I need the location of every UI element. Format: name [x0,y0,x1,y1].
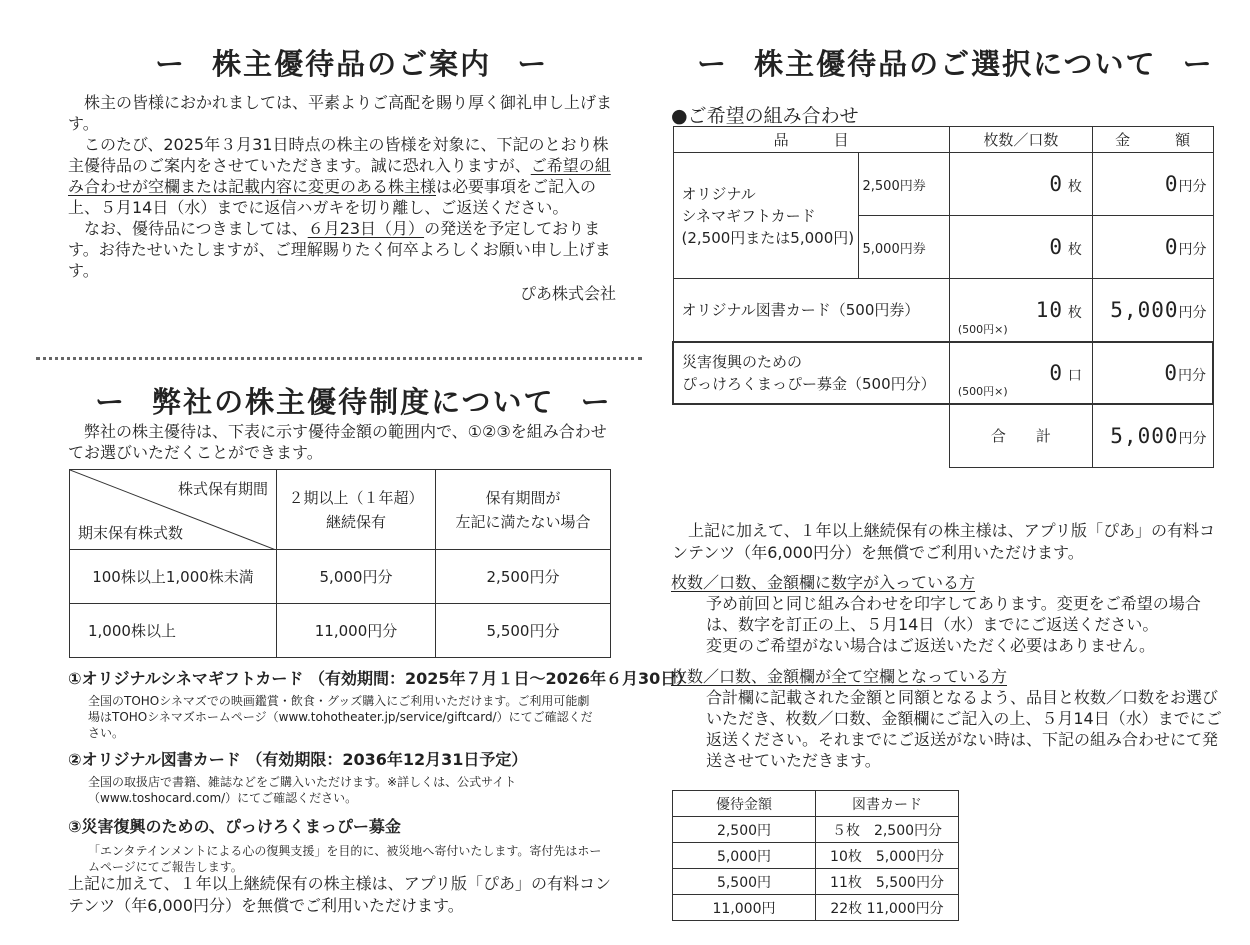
header-amount: 金 額 [1092,127,1213,153]
cinema-card-label: オリジナル シネマギフトカード (2,500円または5,000円) [673,153,858,279]
cell-cards: 11枚 5,500円分 [816,869,959,895]
qty-unit: 枚 [1067,242,1082,258]
qty-unit: 口 [1067,367,1082,384]
title-dash-right: ー [1182,47,1214,81]
system-intro [68,421,618,463]
item-donation-title: ③災害復興のための、ぴっけろくまっぴー募金 [68,817,401,836]
book-card-qty[interactable] [949,279,1092,342]
qty-unit: 枚 [1067,304,1082,321]
header-qty: 枚数／口数 [949,127,1092,153]
row-value-continuous: 5,000円分 [277,550,436,604]
benefit-table [69,469,611,658]
system-intro-text: 弊社の株主優待は、下表に示す優待金額の範囲内で、①②③を組み合わせてお選びいただくことができます。 [68,422,607,462]
column-header-continuous [277,470,436,550]
system-footer: 上記に加えて、１年以上継続保有の株主様は、アプリ版「ぴあ」の有料コンテンツ（年6,000円分）を無償でご利用いただけます。 [68,874,612,915]
col2-line1: 保有期間が [485,488,561,507]
amount-unit: 円分 [1178,304,1207,321]
cinema-5000-label: 5,000円券 [858,216,949,279]
cinema-5000-amount[interactable] [1092,216,1213,279]
cinema-5000-qty[interactable] [949,216,1092,279]
guide-p3-text-end: の発送を予定しております。お待たせいたしますが、ご理解賜りたく何卒よろしくお願い申し上げます。 [68,219,611,280]
system-title: 弊社の株主優待制度について [152,385,555,419]
col2-line2: 左記に満たない場合 [455,512,591,531]
section-printed-text-2: 変更のご希望がない場合はご返送いただく必要はありません。 [706,636,1155,655]
guide-p2-text-end: は必要事項をご記入の上、５月14日（水）までに返信ハガキを切り離し、ご返送ください。 [68,177,597,217]
qty-value: 0 [1049,172,1064,196]
cell-amount: 5,000円 [673,843,816,869]
table-row [70,604,611,658]
cell-amount: 2,500円 [673,817,816,843]
app-note-text: 上記に加えて、１年以上継続保有の株主様は、アプリ版「ぴあ」の有料コンテンツ（年6,000円分）を無償でご利用いただけます。 [672,521,1216,562]
header-item: 品 目 [673,127,949,153]
cell-cards: ５枚 2,500円分 [816,817,959,843]
total-value: 5,000 [1110,423,1179,448]
title-dash-left: ー [95,385,127,419]
section-blank-body: 合計欄に記載された金額と同額となるよう、品目と枚数／口数をお選びいただき、枚数／口数、金額欄にご記入の上、５月14日（水）までにご返送ください。それまでにご返送がない時は、下記の組み合わせにて発送させていただきます。 [706,688,1222,770]
table-row [673,869,959,895]
cinema-2500-qty[interactable] [949,153,1092,216]
table-row [673,153,1213,216]
unit-note: (500円×) [957,384,1008,398]
guide-p3-underlined: ６月23日（月） [307,219,425,238]
cinema-2500-amount[interactable] [1092,153,1213,216]
item-book-desc: 全国の取扱店で書籍、雑誌などをご購入いただけます。※詳しくは、公式サイト（www.toshocard.com/）にてご確認ください。 [88,775,517,805]
corner-bottom-label: 期末保有株式数 [78,524,184,542]
section-printed-text: 予め前回と同じ組み合わせを印字してあります。変更をご希望の場合は、数字を訂正の上、５月14日（水）までにご返送ください。 [706,594,1201,634]
amount-unit: 円分 [1178,179,1207,195]
guide-p3-text: なお、優待品につきましては、 [84,219,308,238]
row-label: 1,000株以上 [70,604,277,658]
guide-paragraph-1: 株主の皆様におかれましては、平素よりご高配を賜り厚く御礼申し上げます。 [68,93,613,133]
corner-top-label: 株式保有期間 [177,480,268,498]
book-card-amount[interactable] [1092,279,1213,342]
cell-cards: 10枚 5,000円分 [816,843,959,869]
book-card-label: オリジナル図書カード（500円券） [673,279,949,342]
table-row [673,342,1213,404]
selection-title: 株主優待品のご選択について [754,47,1157,81]
guide-p2-text: このたび、2025年３月31日時点の株主の皆様を対象に、下記のとおり株主優待品のご案内をさせていただきます。誠に恐れ入りますが、 [68,135,609,175]
amount-unit: 円分 [1178,242,1207,258]
guide-paragraph-2 [68,134,616,218]
cell-amount: 5,500円 [673,869,816,895]
section-printed-body [706,593,1226,656]
guide-body [68,92,616,304]
qty-value: 10 [1035,297,1064,322]
title-dash-right: ー [580,385,612,419]
row-value-continuous: 11,000円分 [277,604,436,658]
total-spacer [673,404,949,468]
system-title-block [95,380,612,421]
title-dash-left: ー [155,47,187,81]
unit-note: (500円×) [957,322,1008,336]
dotted-divider [36,357,642,360]
col1-line1: ２期以上（１年超） [288,488,424,507]
item-cinema-desc: 全国のTOHOシネマズでの映画鑑賞・飲食・グッズ購入にご利用いただけます。ご利用可能劇場はTOHOシネマズホームページ（www.tohotheater.jp/service/giftcard/）にてご確認ください。 [88,694,593,740]
row-value-short: 5,500円分 [436,604,611,658]
table-row [70,550,611,604]
app-note [672,520,1227,564]
table-row [673,817,959,843]
default-combo-table [672,790,959,921]
guide-paragraph-3 [68,218,616,281]
donation-qty[interactable] [949,342,1092,404]
table-row [673,895,959,921]
title-dash-left: ー [697,47,729,81]
qty-unit: 枚 [1067,179,1082,195]
amount-value: 0 [1164,172,1179,196]
cinema-2500-label: 2,500円券 [858,153,949,216]
table-corner [70,470,277,550]
section-blank-head: 枚数／口数、金額欄が全て空欄となっている方 [671,667,1008,686]
amount-value: 0 [1164,235,1179,259]
table-row [673,843,959,869]
selection-table [672,126,1214,468]
row-label: 100株以上1,000株未満 [70,550,277,604]
item-cinema-title: ①オリジナルシネマギフトカード （有効期間：2025年７月１日〜2026年６月30日） [68,669,693,688]
header-book-card: 図書カード [816,791,959,817]
signature: ぴあ株式会社 [519,284,616,303]
guide-title-block [155,42,548,83]
selection-title-block [697,42,1214,83]
col1-line2: 継続保有 [325,512,386,531]
qty-value: 0 [1049,360,1064,385]
total-label: 合 計 [949,404,1092,468]
amount-value: 5,000 [1110,297,1179,322]
donation-label: 災害復興のための ぴっけろくまっぴー募金（500円分） [673,342,949,404]
donation-amount[interactable] [1092,342,1213,404]
item-donation-desc: 「エンタテインメントによる心の復興支援」を目的に、被災地へ寄付いたします。寄付先はホームページにてご報告します。 [88,844,602,874]
header-benefit-amount: 優待金額 [673,791,816,817]
guide-title: 株主優待品のご案内 [212,47,492,81]
row-value-short: 2,500円分 [436,550,611,604]
total-row [673,404,1213,468]
item-book-title: ②オリジナル図書カード （有効期限：2036年12月31日予定） [68,750,528,769]
benefit-items [68,666,693,881]
combo-heading: ●ご希望の組み合わせ [671,105,859,127]
cell-amount: 11,000円 [673,895,816,921]
guide-p2-underlined: ご希望の組み合わせが空欄または記載内容に変更のある株主様 [68,156,611,196]
table-row [673,279,1213,342]
qty-value: 0 [1049,235,1064,259]
amount-value: 0 [1164,360,1178,385]
amount-unit: 円分 [1178,430,1207,447]
cell-cards: 22枚 11,000円分 [816,895,959,921]
section-printed-head: 枚数／口数、金額欄に数字が入っている方 [671,573,976,592]
total-amount [1092,404,1213,468]
column-header-short [436,470,611,550]
amount-unit: 円分 [1178,367,1206,384]
title-dash-right: ー [517,47,549,81]
